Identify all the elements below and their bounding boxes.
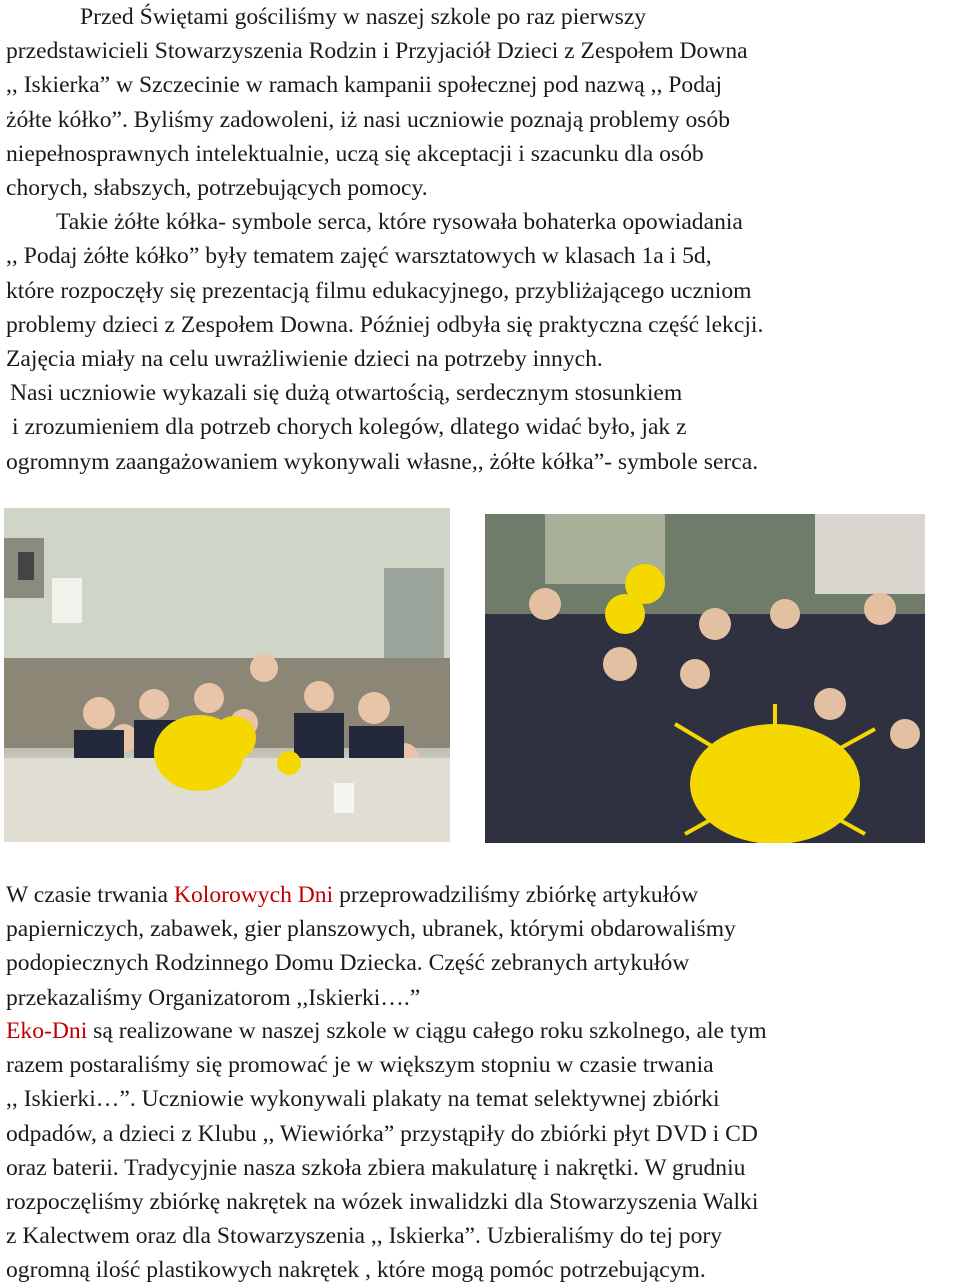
text-line: papierniczych, zabawek, gier planszowych, ubranek, którymi obdarowaliśmy <box>6 916 736 943</box>
text-line: podopiecznych Rodzinnego Domu Dziecka. Część zebranych artykułów <box>6 950 690 977</box>
classroom-photo-icon <box>4 508 450 842</box>
text-line: oraz baterii. Tradycyjnie nasza szkoła zbiera makulaturę i nakrętki. W grudniu <box>6 1154 746 1181</box>
text-line: chorych, słabszych, potrzebujących pomocy. <box>6 175 428 202</box>
colorful-days-paragraph <box>6 878 958 1015</box>
classroom-group-photo <box>4 508 450 842</box>
text-line: żółte kółko”. Byliśmy zadowoleni, iż nasi uczniowie poznają problemy osób <box>6 106 731 133</box>
text-fragment: są realizowane w naszej szkole w ciągu całego roku szkolnego, ale tym <box>87 1018 767 1044</box>
text-line: ,, Iskierka” w Szczecinie w ramach kampanii społecznej pod nazwą ,, Podaj <box>6 72 723 99</box>
text-line: rozpoczęliśmy zbiórkę nakrętek na wózek inwalidzki dla Stowarzyszenia Walki <box>6 1189 759 1216</box>
text-line: przedstawicieli Stowarzyszenia Rodzin i Przyjaciół Dzieci z Zespołem Downa <box>6 38 748 65</box>
text-line: problemy dzieci z Zespołem Downa. Później odbyła się praktyczna część lekcji. <box>6 311 764 338</box>
text-line: ogromnym zaangażowaniem wykonywali własne,, żółte kółka”- symbole serca. <box>6 448 759 475</box>
text-line: i zrozumieniem dla potrzeb chorych kolegów, dlatego widać było, jak z <box>12 414 687 441</box>
text-line: odpadów, a dzieci z Klubu ,, Wiewiórka” przystąpiły do zbiórki płyt DVD i CD <box>6 1120 758 1147</box>
text-line: przekazaliśmy Organizatorom ,,Iskierki….” <box>6 984 421 1011</box>
text-line: Zajęcia miały na celu uwrażliwienie dzieci na potrzeby innych. <box>6 346 603 373</box>
eco-days-paragraph <box>6 1014 958 1288</box>
text-line <box>6 878 958 912</box>
text-line: Nasi uczniowie wykazali się dużą otwartością, serdecznym stosunkiem <box>10 380 683 407</box>
text-line: niepełnosprawnych intelektualnie, uczą się akceptacji i szacunku dla osób <box>6 140 704 167</box>
text-line: ogromną ilość plastikowych nakrętek , które mogą pomóc potrzebującym. <box>6 1257 706 1284</box>
children-yellow-sun-photo <box>485 514 925 843</box>
text-line: ,, Podaj żółte kółko” były tematem zajęć warsztatowych w klasach 1a i 5d, <box>6 243 712 270</box>
highlight-eko-dni: Eko-Dni <box>6 1018 88 1044</box>
text-line: Takie żółte kółka- symbole serca, które rysowała bohaterka opowiadania <box>56 209 743 236</box>
text-line <box>6 1014 958 1048</box>
children-sun-photo-icon <box>485 514 925 843</box>
text-line: z Kalectwem oraz dla Stowarzyszenia ,, Iskierka”. Uzbieraliśmy do tej pory <box>6 1223 723 1250</box>
intro-paragraph <box>6 0 958 479</box>
text-line: Przed Świętami gościliśmy w naszej szkole po raz pierwszy <box>80 4 647 30</box>
text-fragment: przeprowadziliśmy zbiórkę artykułów <box>333 882 699 908</box>
text-line: razem postaraliśmy się promować je w większym stopniu w czasie trwania <box>6 1052 714 1079</box>
text-line: ,, Iskierki…”. Uczniowie wykonywali plakaty na temat selektywnej zbiórki <box>6 1086 720 1113</box>
text-line: które rozpoczęły się prezentacją filmu edukacyjnego, przybliżającego uczniom <box>6 277 752 304</box>
text-fragment: W czasie trwania <box>6 882 174 908</box>
highlight-kolorowe-dni: Kolorowych Dni <box>173 882 334 908</box>
